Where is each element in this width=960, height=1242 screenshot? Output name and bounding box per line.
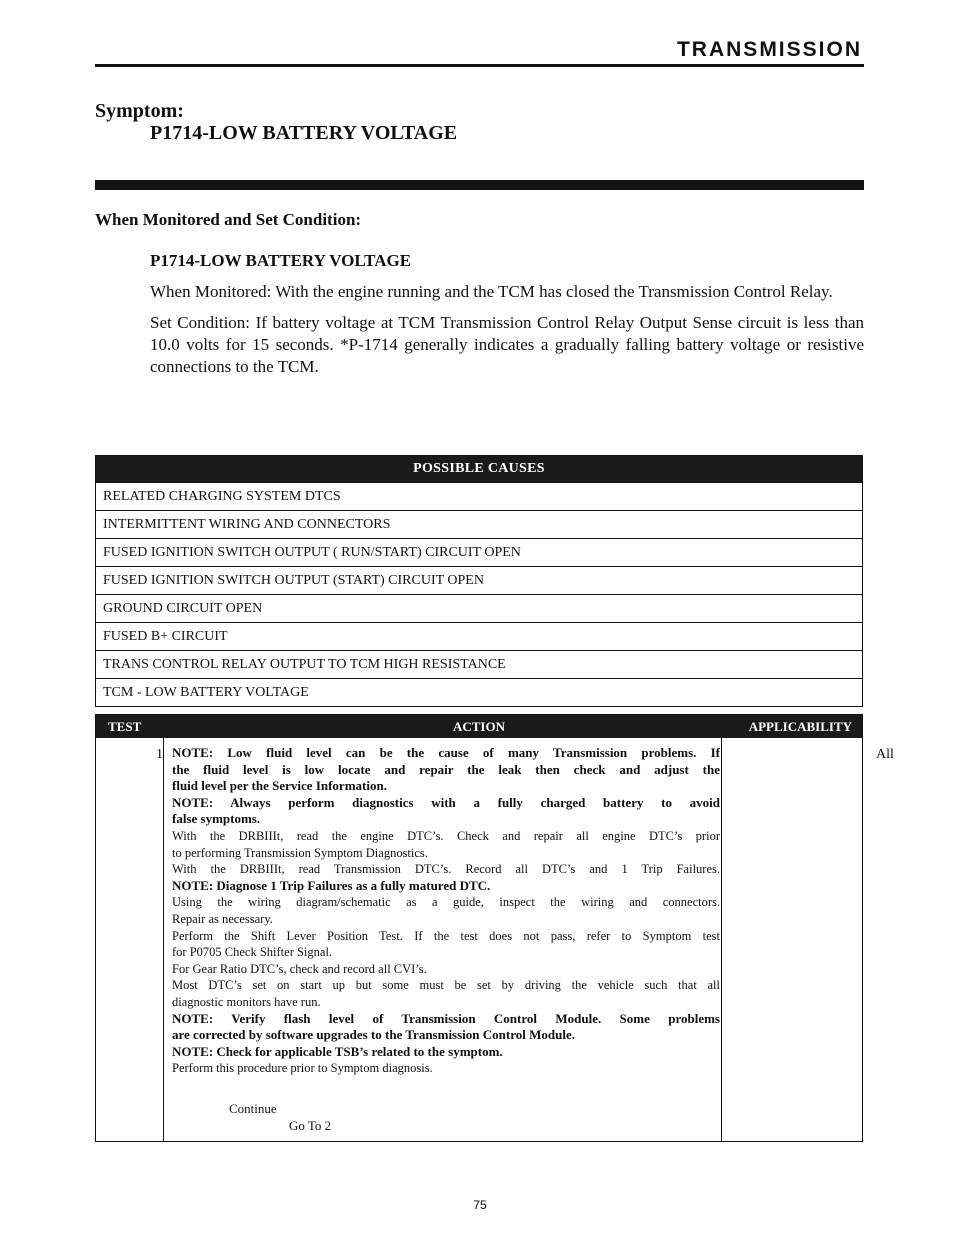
applicability-value: All xyxy=(876,747,894,762)
action-line: Using the wiring diagram/schematic as a guide, inspect the wiring and connectors. xyxy=(172,895,720,910)
header-test: TEST xyxy=(108,719,142,734)
divider-bar xyxy=(95,180,864,190)
action-line: NOTE: Verify flash level of Transmission Control Module. Some problems xyxy=(172,1010,720,1026)
action-line: For Gear Ratio DTC’s, check and record all CVI’s. xyxy=(172,961,427,976)
action-line: NOTE: Always perform diagnostics with a fully charged battery to avoid xyxy=(172,794,720,810)
action-line: NOTE: Check for applicable TSB’s related to the symptom. xyxy=(172,1043,503,1059)
cause-item: RELATED CHARGING SYSTEM DTCS xyxy=(96,482,862,510)
test-table-header xyxy=(96,715,862,738)
cause-item: INTERMITTENT WIRING AND CONNECTORS xyxy=(96,510,862,538)
cause-item: TRANS CONTROL RELAY OUTPUT TO TCM HIGH RESISTANCE xyxy=(96,650,862,678)
column-divider xyxy=(163,738,164,1141)
page-number: 75 xyxy=(473,1198,487,1212)
action-line: Most DTC’s set on start up but some must be set by driving the vehicle such that all xyxy=(172,978,720,993)
action-line: false symptoms. xyxy=(172,811,261,827)
header-action: ACTION xyxy=(452,719,505,734)
action-line: the fluid level is low locate and repair the leak then check and adjust the xyxy=(172,761,720,777)
cause-item: FUSED IGNITION SWITCH OUTPUT (START) CIRCUIT OPEN xyxy=(96,566,862,594)
action-line: for P0705 Check Shifter Signal. xyxy=(172,945,333,960)
symptom-code: P1714-LOW BATTERY VOLTAGE xyxy=(150,122,458,144)
goto-step: Go To 2 xyxy=(289,1118,332,1133)
symptom-label: Symptom: xyxy=(95,100,184,122)
action-line: Perform this procedure prior to Symptom diagnosis. xyxy=(172,1061,433,1076)
set-condition-text: Set Condition: If battery voltage at TCM Transmission Control Relay Output Sense circuit is less than 10.0 volts for 15 seconds. *P-1714 generally indicates a gradually falling battery voltage or resistive connections to the TCM. xyxy=(150,313,864,376)
column-divider xyxy=(721,738,722,1141)
cause-item: GROUND CIRCUIT OPEN xyxy=(96,594,862,622)
when-monitored-text: When Monitored: With the engine running and the TCM has closed the Transmission Control Relay. xyxy=(150,282,833,301)
action-line: NOTE: Diagnose 1 Trip Failures as a fully matured DTC. xyxy=(172,877,491,893)
continue-label: Continue xyxy=(229,1101,277,1116)
conditions-code: P1714-LOW BATTERY VOLTAGE xyxy=(150,251,412,270)
test-table xyxy=(95,714,894,1142)
possible-causes-table xyxy=(95,455,863,707)
conditions-block xyxy=(150,250,864,387)
action-line: NOTE: Low fluid level can be the cause of many Transmission problems. If xyxy=(172,745,720,760)
action-line: diagnostic monitors have run. xyxy=(172,994,321,1009)
conditions-heading: When Monitored and Set Condition: xyxy=(95,210,362,229)
possible-causes-title: POSSIBLE CAUSES xyxy=(96,456,862,482)
action-line: fluid level per the Service Information. xyxy=(172,778,387,794)
action-line: With the DRBIIIt, read Transmission DTC’s. Record all DTC’s and 1 Trip Failures. xyxy=(172,862,720,877)
cause-item: TCM - LOW BATTERY VOLTAGE xyxy=(96,678,862,706)
test-number: 1 xyxy=(156,747,163,762)
header-applicability: APPLICABILITY xyxy=(748,719,852,734)
action-line: Perform the Shift Lever Position Test. If the test does not pass, refer to Symptom test xyxy=(172,928,720,943)
cause-item: FUSED IGNITION SWITCH OUTPUT ( RUN/START) CIRCUIT OPEN xyxy=(96,538,862,566)
action-line: to performing Transmission Symptom Diagnostics. xyxy=(172,845,428,860)
action-line: are corrected by software upgrades to the Transmission Control Module. xyxy=(172,1027,575,1043)
action-text xyxy=(172,745,720,1077)
action-line: With the DRBIIIt, read the engine DTC’s. Check and repair all engine DTC’s prior xyxy=(172,828,720,843)
section-header: TRANSMISSION xyxy=(676,38,862,61)
action-line: Repair as necessary. xyxy=(172,911,273,926)
cause-item: FUSED B+ CIRCUIT xyxy=(96,622,862,650)
header-rule xyxy=(95,64,864,67)
